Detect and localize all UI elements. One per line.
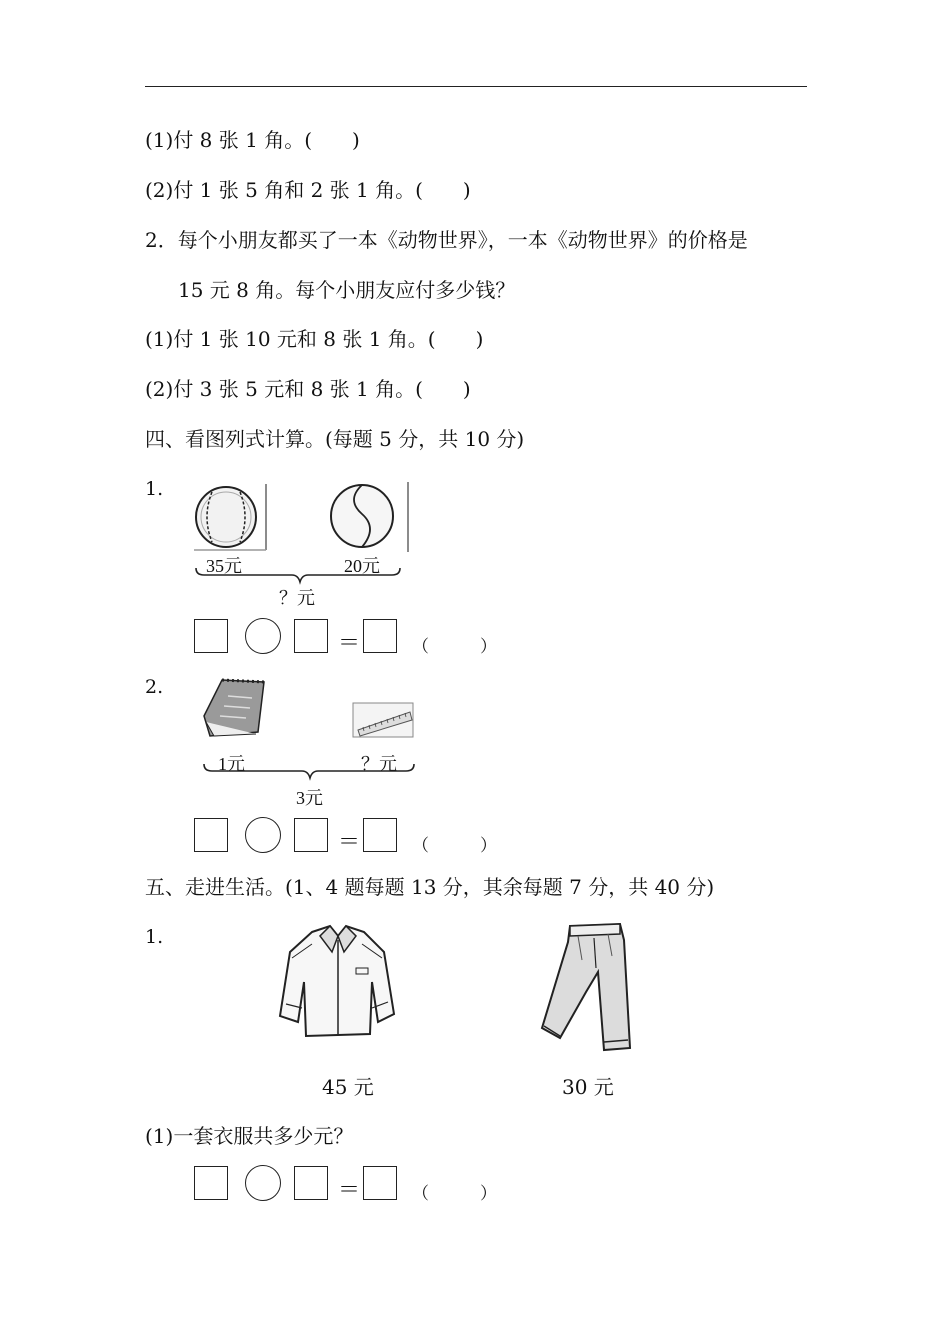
answer-box-1[interactable]	[194, 619, 228, 653]
tennis-ball-icon	[326, 482, 416, 552]
header-rule	[145, 86, 807, 87]
question-2-text: 2．每个小朋友都买了一本《动物世界》，一本《动物世界》的价格是	[145, 228, 748, 252]
answer-box-2[interactable]	[294, 818, 328, 852]
answer-box-1[interactable]	[194, 818, 228, 852]
pants-icon	[538, 920, 634, 1056]
answer-box-result[interactable]	[363, 1166, 397, 1200]
question-1-1: (1)付 8 张 1 角。( )	[145, 128, 360, 152]
equals-sign: ＝	[338, 830, 361, 855]
pants-price: 30 元	[562, 1075, 614, 1099]
baseball-price: 35元	[206, 556, 242, 576]
s4-q2-number: 2.	[145, 676, 164, 698]
answer-box-result[interactable]	[363, 818, 397, 852]
question-1-2: (2)付 1 张 5 角和 2 张 1 角。( )	[145, 178, 471, 202]
jacket-icon	[272, 922, 402, 1044]
answer-box-2[interactable]	[294, 1166, 328, 1200]
answer-box-1[interactable]	[194, 1166, 228, 1200]
brace	[202, 762, 418, 780]
answer-paren[interactable]: （ ）	[412, 836, 497, 856]
total-price: 3元	[296, 788, 323, 808]
equals-sign: ＝	[338, 631, 361, 656]
section-4-heading: 四、看图列式计算。(每题 5 分，共 10 分)	[145, 427, 525, 451]
s4-q1-number: 1.	[145, 478, 164, 500]
total-price: ？元	[279, 588, 315, 608]
tennis-ball-price: 20元	[344, 556, 380, 576]
answer-box-2[interactable]	[294, 619, 328, 653]
notepad-icon	[200, 676, 270, 742]
section-5-heading: 五、走进生活。(1、4 题每题 13 分，其余每题 7 分，共 40 分)	[145, 875, 715, 899]
equals-sign: ＝	[338, 1178, 361, 1203]
ruler-price: ？元	[361, 754, 397, 774]
operator-circle[interactable]	[245, 618, 281, 654]
jacket-price: 45 元	[322, 1075, 374, 1099]
answer-paren[interactable]: （ ）	[412, 637, 497, 657]
s5-q1-number: 1.	[145, 926, 164, 948]
s5-q1-sub1: (1)一套衣服共多少元？	[145, 1124, 354, 1148]
question-2-1: (1)付 1 张 10 元和 8 张 1 角。( )	[145, 327, 484, 351]
question-2-text-cont: 15 元 8 角。每个小朋友应付多少钱？	[178, 278, 516, 302]
brace	[194, 566, 404, 584]
operator-circle[interactable]	[245, 817, 281, 853]
operator-circle[interactable]	[245, 1165, 281, 1201]
answer-box-result[interactable]	[363, 619, 397, 653]
notepad-price: 1元	[218, 754, 245, 774]
ruler-icon	[352, 702, 416, 740]
answer-paren[interactable]: （ ）	[412, 1184, 497, 1204]
question-2-2: (2)付 3 张 5 元和 8 张 1 角。( )	[145, 377, 471, 401]
baseball-icon	[190, 484, 270, 552]
